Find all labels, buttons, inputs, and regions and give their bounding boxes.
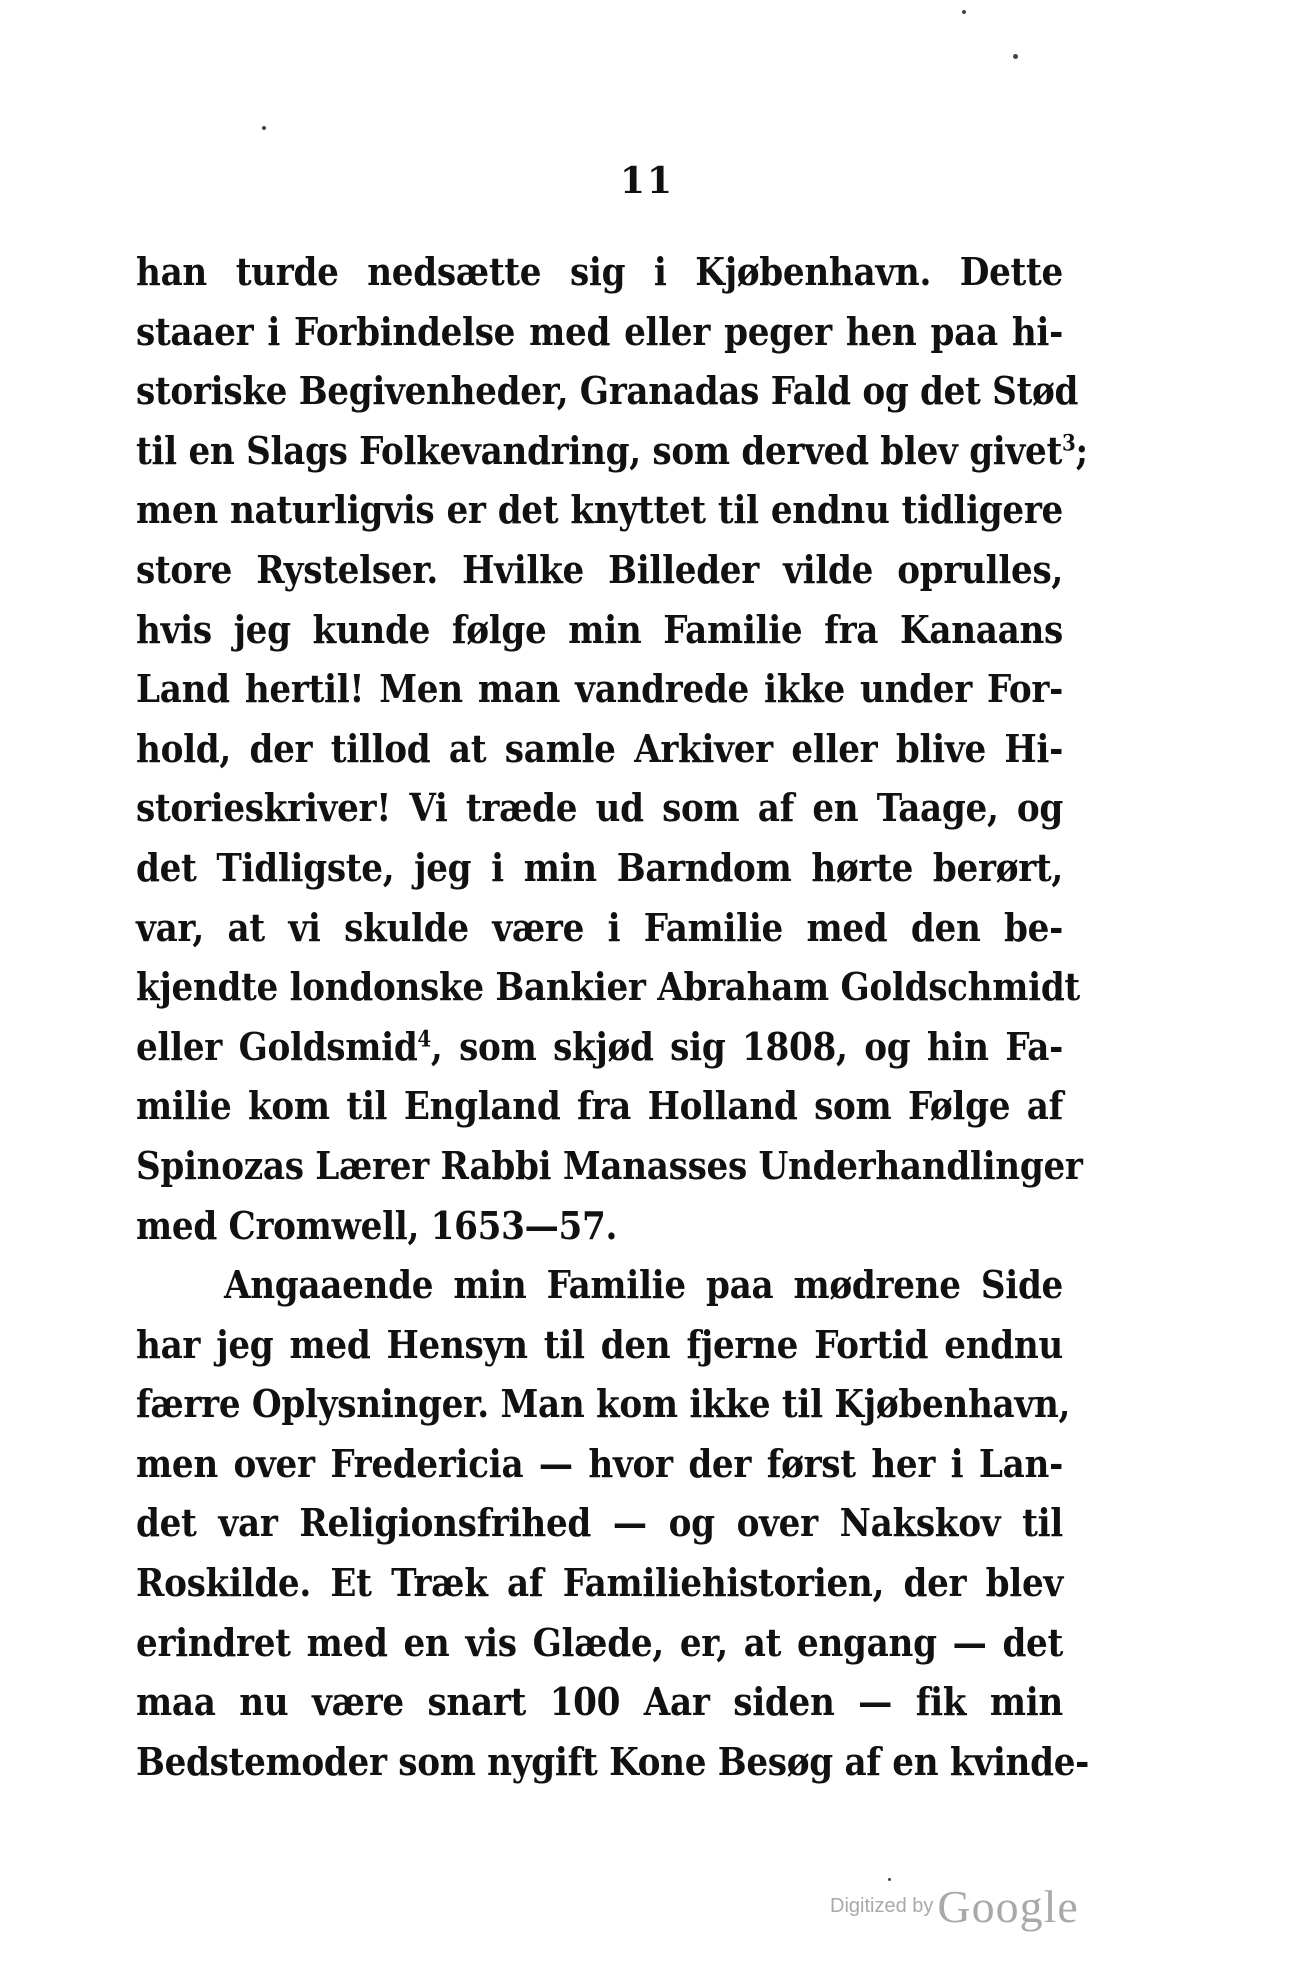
text-line: var, at vi skulde være i Familie med den be- — [136, 904, 1063, 950]
body-text — [136, 242, 1090, 1791]
text-line: Spinozas Lærer Rabbi Manasses Underhandlinger — [136, 1142, 1083, 1188]
text-line — [136, 1017, 1063, 1077]
text-line-tail: ; — [1075, 427, 1088, 473]
text-line: det var Religionsfrihed — og over Nakskov til — [136, 1500, 1063, 1546]
text-line: staaer i Forbindelse med eller peger hen paa hi- — [136, 308, 1063, 354]
text-line — [136, 421, 1088, 481]
text-line: har jeg med Hensyn til den fjerne Fortid endnu — [136, 1321, 1063, 1367]
text-line: maa nu være snart 100 Aar siden — fik min — [136, 1679, 1063, 1725]
footnote-ref: 4 — [417, 1026, 431, 1053]
text-line: kjendte londonske Bankier Abraham Goldschmidt — [136, 964, 1080, 1010]
text-line: men over Fredericia — hvor der først her i Lan- — [136, 1440, 1063, 1486]
text-line: Roskilde. Et Træk af Familiehistorien, der blev — [136, 1560, 1063, 1606]
scan-speck — [1013, 54, 1018, 59]
text-line-tail: , som skjød sig 1808, og hin Fa- — [430, 1023, 1063, 1069]
text-line: han turde nedsætte sig i Kjøbenhavn. Dette — [136, 249, 1063, 294]
text-line-content: til en Slags Folkevandring, som derved blev givet — [136, 427, 1062, 473]
text-line: milie kom til England fra Holland som Følge af — [136, 1083, 1063, 1129]
footnote-ref: 3 — [1062, 430, 1076, 457]
scan-speck — [962, 10, 966, 14]
text-line: erindret med en vis Glæde, er, at engang — det — [136, 1619, 1063, 1665]
google-watermark — [830, 1880, 1079, 1933]
watermark-brand: Google — [937, 1881, 1079, 1932]
watermark-prefix: Digitized by — [830, 1895, 934, 1917]
text-line: færre Oplysninger. Man kom ikke til Kjøbenhavn, — [136, 1381, 1071, 1427]
text-line: hvis jeg kunde følge min Familie fra Kanaans — [136, 606, 1063, 652]
text-line: storiske Begivenheder, Granadas Fald og det Stød — [136, 368, 1079, 414]
text-line-content: eller Goldsmid — [136, 1023, 418, 1069]
text-line: men naturligvis er det knyttet til endnu tidligere — [136, 487, 1063, 533]
paragraph-start-line: Angaaende min Familie paa mødrene Side — [224, 1262, 1063, 1308]
text-line: Bedstemoder som nygift Kone Besøg af en kvinde- — [136, 1738, 1090, 1784]
page-number: 11 — [619, 160, 675, 202]
text-line: det Tidligste, jeg i min Barndom hørte berørt, — [136, 844, 1063, 890]
text-line: storieskriver! Vi træde ud som af en Taage, og — [136, 785, 1063, 831]
text-line: hold, der tillod at samle Arkiver eller blive Hi- — [136, 725, 1063, 771]
text-line: store Rystelser. Hvilke Billeder vilde oprulles, — [136, 546, 1063, 592]
scan-speck — [262, 126, 266, 130]
text-line: med Cromwell, 1653—57. — [136, 1202, 618, 1248]
text-line: Land hertil! Men man vandrede ikke under For- — [136, 666, 1063, 712]
